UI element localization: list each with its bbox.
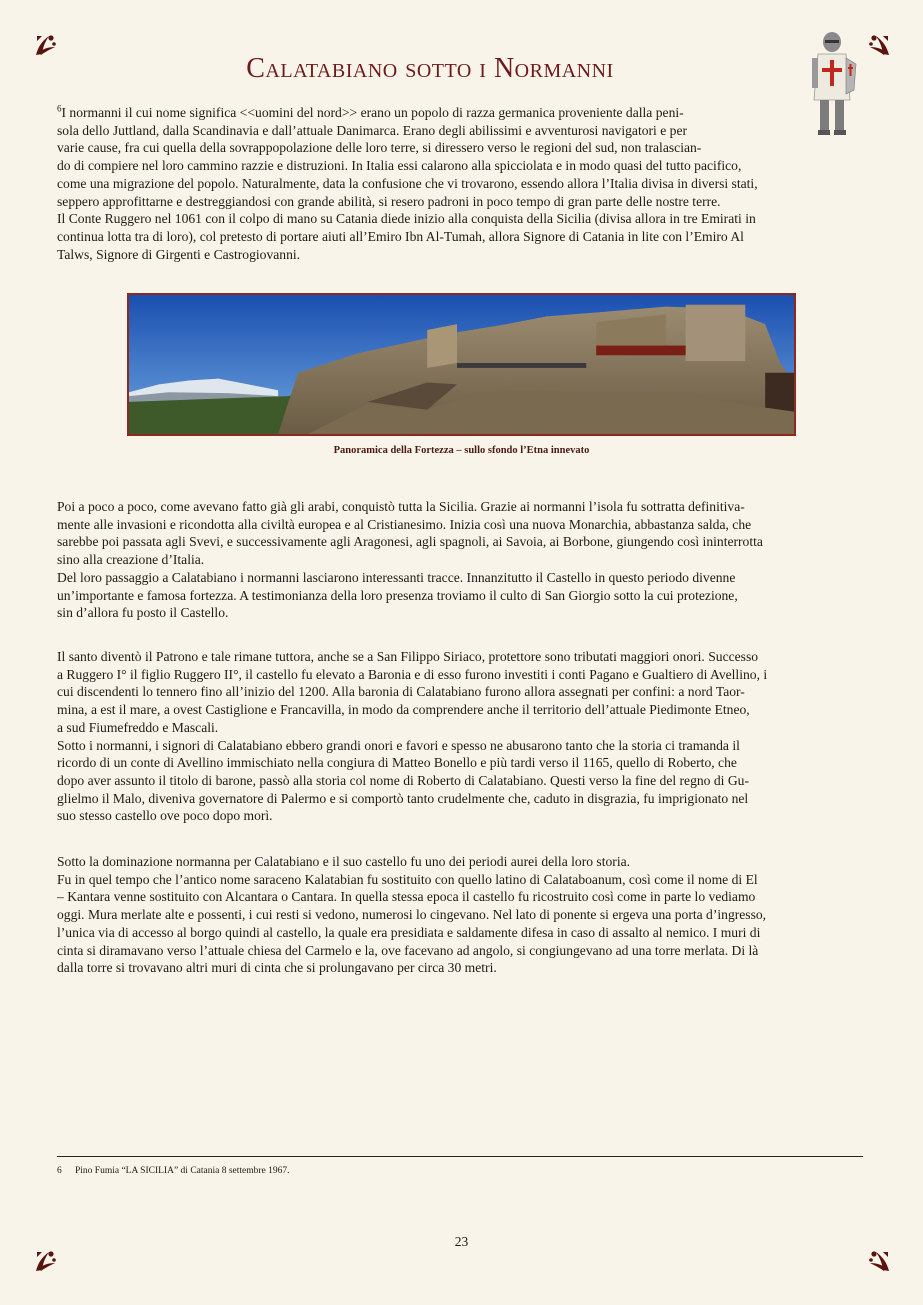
text-line: mina, a est il mare, a ovest Castiglione e Francavilla, in modo da comprendere anche il territorio dell’attuale Piedimonte Etneo,: [57, 702, 750, 718]
page-number: 23: [454, 1234, 469, 1249]
text-line: varie cause, fra cui quella della sovrappopolazione delle loro terre, si diressero verso le regioni del sud, non tralascian-: [57, 140, 702, 156]
text-line: a sud Fiumefreddo e Mascali.: [57, 719, 219, 735]
text-line: sarebbe poi passata agli Svevi, e successivamente agli Aragonesi, agli spagnoli, ai Savoia, ai Borbone, giungendo così ininterrotta: [57, 534, 763, 550]
footnote-number: 6: [57, 1166, 62, 1176]
text-line: Poi a poco a poco, come avevano fatto già gli arabi, conquistò tutta la Sicilia. Grazie ai normanni l’isola fu sottratta definitiva-: [57, 499, 745, 514]
footnote: [57, 1166, 290, 1176]
fortress-panorama-photo: [127, 293, 796, 436]
text-line: ricordo di un conte di Avellino immischiato nella congiura di Matteo Bonello e più tardi verso il 1165, quello di Roberto, che: [57, 755, 737, 771]
text-line: $^6$I normanni il cui nome significa <<uomini del nord>> erano un popolo di razza germanica proveniente dalla peni-: [57, 103, 684, 120]
text-line: dopo aver assunto il titolo di barone, passò alla storia col nome di Roberto di Calatabiano. Questi verso la fine del regno di Gu-: [57, 772, 749, 788]
text-line: seppero approfittarne e destreggiandosi con grande abilità, si resero padroni in poco tempo di gran parte delle nostre terre.: [57, 193, 721, 209]
text-line: glielmo il Malo, diveniva governatore di Palermo e si comportò tanto crudelmente che, caduto in disgrazia, fu imprigionato nel: [57, 790, 749, 806]
text-line: Il santo diventò il Patrono e tale rimane tuttora, anche se a San Filippo Siriaco, protettore sono tributati maggiori onori. Successo: [57, 649, 759, 664]
text-line: cinta si diramavano verso l’attuale chiesa del Carmelo e la, ove facevano ad angolo, si congiungevano ad una torre merlata. Di là: [57, 942, 759, 958]
text-line: dalla torre si trovavano altri muri di cinta che si prolungavano per circa 30 metri.: [57, 960, 497, 976]
paragraph-block: [57, 853, 867, 977]
text-line: Del loro passaggio a Calatabiano i normanni lasciarono interessanti tracce. Innanzitutto il Castello in questo periodo divenne: [57, 569, 736, 585]
text-line: sola dello Juttland, dalla Scandinavia e dall’attuale Danimarca. Erano degli abilissimi e avventurosi navigatori e per: [57, 122, 688, 138]
text-line: Sotto la dominazione normanna per Calatabiano e il suo castello fu uno dei periodi aurei della loro storia.: [57, 854, 631, 869]
paragraph-block: [57, 648, 867, 825]
text-line: a Ruggero I° il figlio Ruggero II°, il castello fu elevato a Baronia e di esso furono investiti i conti Pagano e Gualtiero di Avellino, i: [57, 666, 768, 682]
text-line: un’importante e famosa fortezza. A testimonianza della loro presenza troviamo il culto di San Giorgio sotto la cui protezione,: [57, 587, 738, 603]
text-line: cui discendenti lo tennero fino all’inizio del 1200. Alla baronia di Calatabiano furono allora assegnati per confini: a nord Taor-: [57, 684, 745, 700]
text-line: Il Conte Ruggero nel 1061 con il colpo di mano su Catania diede inizio alla conquista della Sicilia (divisa allora in tre Emirati in: [57, 211, 756, 227]
text-line: l’unica via di accesso al borgo quindi al castello, la quale era presidiata e saldamente difesa in caso di assalto al nemico. I muri di: [57, 924, 761, 940]
text-line: Fu in quel tempo che l’antico nome saraceno Kalatabian fu sostituito con quello latino di Calataboanum, così come il nome di El: [57, 871, 758, 887]
text-line: mente alle invasioni e ricondotta alla civiltà europea e al Cristianesimo. Inizia così una nuova Monarchia, abbastanza salda, che: [57, 516, 752, 532]
footnote-divider: [57, 1156, 863, 1157]
text-line: come una migrazione del popolo. Naturalmente, data la confusione che vi trovarono, essendo allora l’Italia divisa in diversi stati,: [57, 175, 758, 191]
text-line: Talws, Signore di Girgenti e Castrogiovanni.: [57, 246, 301, 262]
text-line: sin d’allora fu posto il Castello.: [57, 605, 229, 621]
text-line: oggi. Mura merlate alte e possenti, i cui resti si vedono, numerosi lo cingevano. Nel lato di ponente si ergeva una porta d’ingresso,: [57, 907, 767, 923]
text-line: do di compiere nel loro cammino razzie e distruzioni. In Italia essi calarono alla spicciolata e in modo quasi del tutto pacifico,: [57, 158, 742, 174]
paragraph-block: [57, 498, 867, 622]
intro-paragraph: [57, 104, 865, 263]
text-line: continua lotta tra di loro), col pretesto di portare aiuti all’Emiro Ibn Al-Tumah, allora Signore di Catania in lite con l’Emiro Al: [57, 228, 744, 244]
text-line: – Kantara venne sostituito con Alcantara o Cantara. In quella stessa epoca il castello fu ricostruito così come in parte lo vediamo: [57, 889, 756, 905]
corner-ornament-icon: [33, 32, 59, 58]
page-title: Calatabiano sotto i Normanni: [246, 53, 614, 84]
photo-caption: Panoramica della Fortezza – sullo sfondo l’Etna innevato: [333, 445, 590, 456]
footnote-marker: 6: [57, 103, 62, 114]
corner-ornament-icon: [866, 1248, 892, 1274]
text-line: suo stesso castello ove poco dopo morì.: [57, 808, 273, 824]
footnote-text: Pino Fumia “LA SICILIA” di Catania 8 settembre 1967.: [75, 1166, 290, 1176]
corner-ornament-icon: [866, 32, 892, 58]
text-line: sino alla creazione d’Italia.: [57, 552, 205, 568]
text-line: Sotto i normanni, i signori di Calatabiano ebbero grandi onori e favori e spesso ne abusarono tanto che la storia ci tramanda il: [57, 737, 740, 753]
corner-ornament-icon: [33, 1248, 59, 1274]
